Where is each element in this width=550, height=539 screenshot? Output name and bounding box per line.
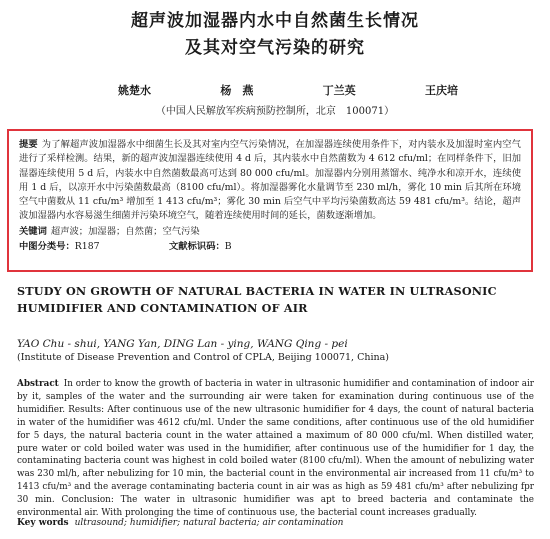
classification-value: R187 — [74, 241, 100, 253]
author-name: 杨 燕 — [220, 84, 254, 97]
english-authors: YAO Chu - shui, YANG Yan, DING Lan - ying, WANG Qing - pei — [17, 338, 348, 350]
english-keywords-text: ultrasound; humidifier; natural bacteria; air contamination — [74, 518, 344, 528]
english-keywords — [17, 518, 343, 528]
chinese-affiliation: （中国人民解放军疾病预防控制所，北京 100071） — [155, 106, 395, 117]
english-abstract — [17, 378, 534, 520]
english-abstract-text: In order to know the growth of bacteria in water in ultrasonic humidifier and contamination of indoor air by it, samples of the water and the surrounding air were taken for examination during continuous use of the humidifier. Results: After continuous use of the new ultrasonic humidifier for 4 days, the count of natural bacteria in water of the humidifier was 4612 cfu/ml. Under the same conditions, after continuous use of the old humidifier for 5 days, the natural bacteria count in the water attained a maximum of 80 000 cfu/ml. When distilled water, pure water or cold boiled water was used in the humidifier, after continuous use of the humidifier for 1 day, the contaminating bacteria count was highest in cold boiled water (8100 cfu/ml). When the amount of nebulizing water was 230 ml/h, after nebulizing for 10 min, the bacterial count in the environmental air increased from 11 cfu/m³ to 1413 cfu/m³ and the average contaminating bacteria count in air was as high as 59 481 cfu/m³ after nebulizing fpr 30 min. Conclusion: The water in ultrasonic humidifier was apt to breed bacteria and contaminate the environmental air. With prolonging the time of continuous use, the bacterial count increases gradually. — [17, 379, 534, 519]
abstract-text: 为了解超声波加湿器水中细菌生长及其对室内空气污染情况，在加湿器连续使用条件下，对内装水及加湿时室内空气进行了采样检测。结果，新的超声波加湿器连续使用 4 d 后，其内装水中自然菌数为 4 612 cfu/ml；在同样条件下，旧加湿器连续使用 5 d 后，内装水中自然菌数最高可达到 80 000 cfu/ml。加湿器内分别用蒸馏水、纯净水和凉开水，连续使用 1 d 后，以凉开水中污染菌数最高（8100 cfu/ml）。将加湿器雾化水量调节至 230 ml/h，雾化 10 min 后其所在环境空气中菌数从 11 cfu/m³ 增加至 1 413 cfu/m³；雾化 30 min 后空气中平均污染菌数高达 59 481 cfu/m³。结论，超声波加湿器内水容易滋生细菌并污染环境空气，随着连续使用时间的延长，菌数逐渐增加。 — [19, 139, 521, 222]
author-name: 丁兰英 — [322, 84, 356, 97]
keywords-label: 关键词 — [19, 225, 47, 237]
english-keywords-label: Key words — [17, 518, 69, 528]
chinese-title-line-2: 及其对空气污染的研究 — [185, 38, 365, 58]
chinese-title-line-1: 超声波加湿器内水中自然菌生长情况 — [131, 11, 419, 31]
chinese-authors — [118, 82, 458, 98]
document-code-value: B — [224, 241, 232, 253]
abstract-label: 提要 — [19, 139, 38, 150]
keywords-text: 超声波；加湿器；自然菌；空气污染 — [50, 225, 200, 237]
chinese-abstract — [19, 138, 521, 224]
document-code-label: 文献标识码： — [169, 241, 225, 253]
chinese-keywords-row — [19, 225, 521, 239]
classification-row — [19, 240, 521, 254]
english-title: STUDY ON GROWTH OF NATURAL BACTERIA IN WATER IN ULTRASONIC HUMIDIFIER AND CONTAMINATION OF AIR — [17, 284, 497, 315]
classification-label: 中图分类号： — [19, 241, 75, 253]
english-abstract-label: Abstract — [17, 379, 59, 389]
chinese-abstract-highlight-box — [7, 129, 533, 272]
document-code — [169, 240, 232, 254]
author-name: 姚楚水 — [118, 84, 151, 97]
english-affiliation: (Institute of Disease Prevention and Control of CPLA, Beijing 100071, China) — [17, 352, 389, 363]
author-name: 王庆培 — [424, 84, 458, 97]
classification-number — [19, 240, 169, 254]
